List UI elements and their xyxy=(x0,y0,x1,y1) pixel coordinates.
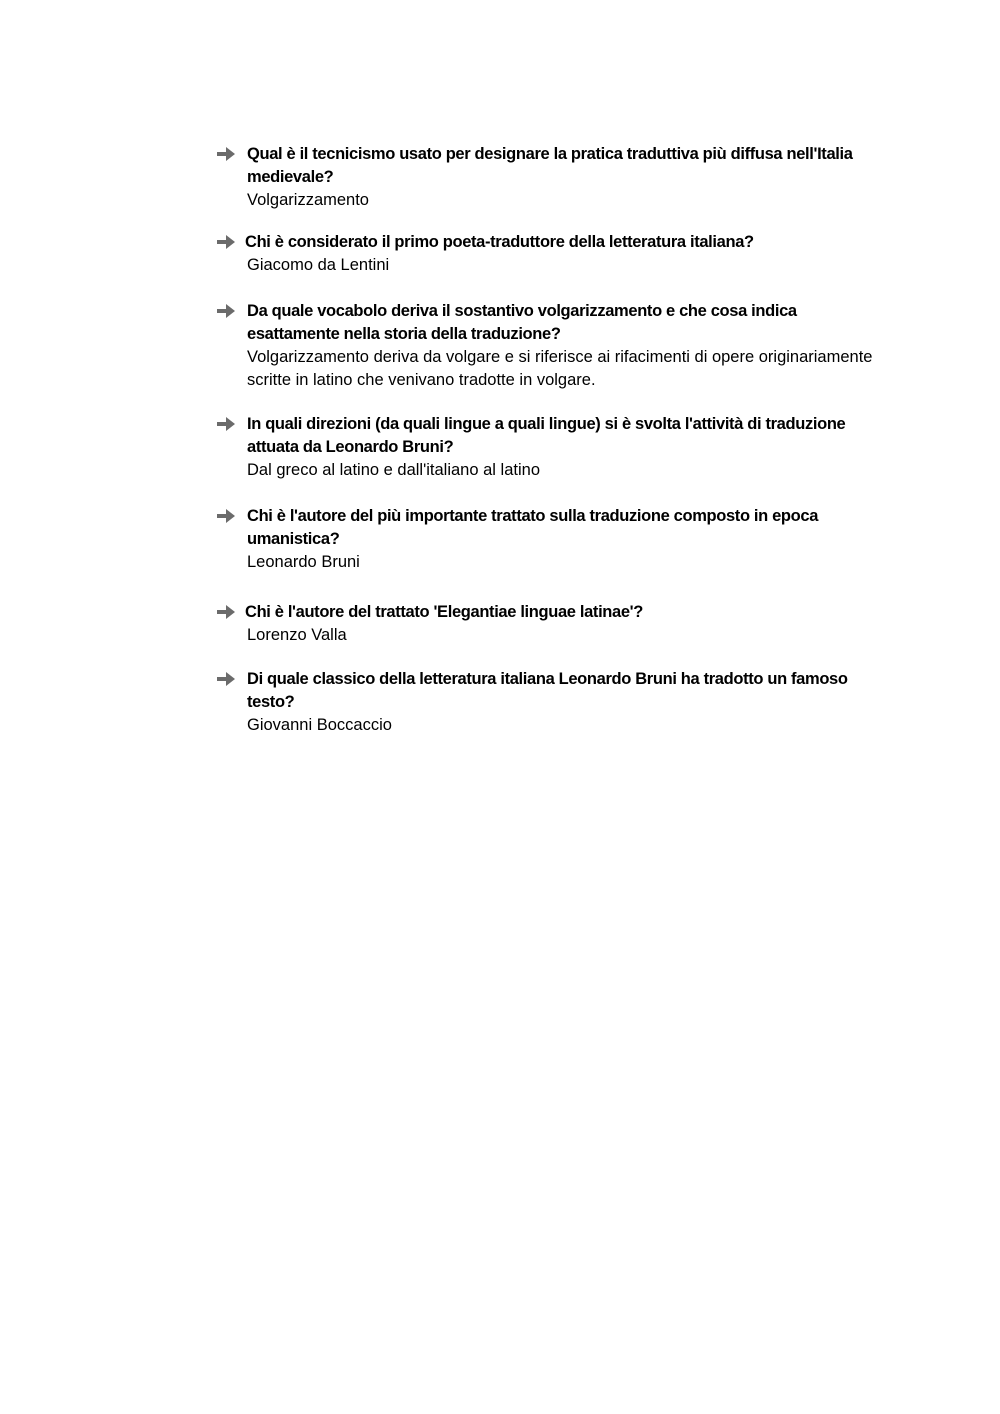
answer-text: Giacomo da Lentini xyxy=(247,256,390,274)
arrow-right-icon xyxy=(216,415,236,433)
question-text: Chi è l'autore del più importante trattato sulla traduzione composto in epoca umanistica? xyxy=(247,507,819,548)
answer-text: Dal greco al latino e dall'italiano al latino xyxy=(247,461,540,479)
question-text: Da quale vocabolo deriva il sostantivo volgarizzamento e che cosa indica esattamente nella storia della traduzione? xyxy=(247,302,797,343)
arrow-right-icon xyxy=(216,507,236,525)
question-text: In quali direzioni (da quali lingue a quali lingue) si è svolta l'attività di traduzione attuata da Leonardo Bruni? xyxy=(247,415,846,456)
qa-item-2 xyxy=(216,231,876,277)
qa-item-7 xyxy=(216,668,876,737)
question-text: Di quale classico della letteratura italiana Leonardo Bruni ha tradotto un famoso testo? xyxy=(247,670,848,711)
arrow-right-icon xyxy=(216,603,236,621)
arrow-right-icon xyxy=(216,302,236,320)
arrow-right-icon xyxy=(216,145,236,163)
answer-text: Leonardo Bruni xyxy=(247,553,360,571)
question-text: Chi è considerato il primo poeta-traduttore della letteratura italiana? xyxy=(245,233,754,251)
answer-text: Volgarizzamento deriva da volgare e si riferisce ai rifacimenti di opere originariamente scritte in latino che venivano tradotte in volgare. xyxy=(247,348,873,389)
qa-item-1 xyxy=(216,143,876,212)
question-text: Qual è il tecnicismo usato per designare la pratica traduttiva più diffusa nell'Italia medievale? xyxy=(247,145,853,186)
qa-item-4 xyxy=(216,413,876,482)
qa-item-5 xyxy=(216,505,876,574)
answer-text: Lorenzo Valla xyxy=(247,626,347,644)
answer-text: Volgarizzamento xyxy=(247,191,369,209)
qa-item-6 xyxy=(216,601,876,647)
answer-text: Giovanni Boccaccio xyxy=(247,716,392,734)
arrow-right-icon xyxy=(216,233,236,251)
qa-item-3 xyxy=(216,300,876,392)
question-text: Chi è l'autore del trattato 'Elegantiae linguae latinae'? xyxy=(245,603,643,621)
arrow-right-icon xyxy=(216,670,236,688)
